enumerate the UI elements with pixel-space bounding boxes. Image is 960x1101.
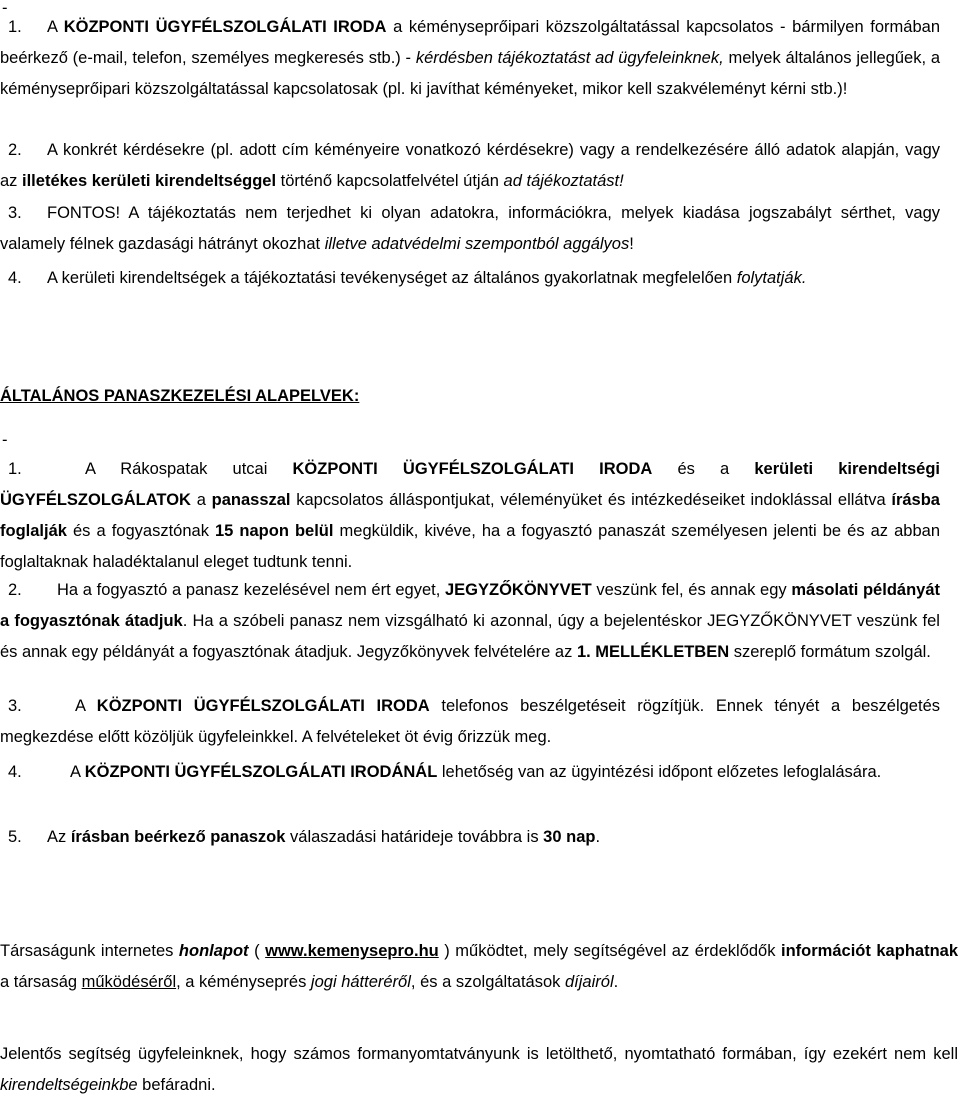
- item-number: 1.: [8, 18, 22, 36]
- item-number: 3.: [8, 204, 22, 222]
- item-number: 2.: [8, 141, 22, 159]
- complaint-item-2: 2. Ha a fogyasztó a panasz kezelésével nem ért egyet, JEGYZŐKÖNYVET veszünk fel, és annak egy másolati példányát a fogyasztónak átadjuk. Ha a szóbeli panasz nem vizsgálható ki azonnal, úgy a bejelentéskor JEGYZŐKÖNYVET veszünk fel és annak egy példányát a fogyasztónak átadjuk. Jegyzőkönyvek felvételére az 1. MELLÉKLETBEN szereplő formátum szolgál.: [0, 575, 940, 668]
- complaint-item-3: 3. A KÖZPONTI ÜGYFÉLSZOLGÁLATI IRODA telefonos beszélgetéseit rögzítjük. Ennek tényét a beszélgetés megkezdése előtt közöljük ügyfeleinkkel. A felvételeket öt évig őrizzük meg.: [0, 691, 940, 753]
- item-number: 1.: [8, 460, 22, 478]
- info-item-1: 1. A KÖZPONTI ÜGYFÉLSZOLGÁLATI IRODA a kéményseprőipari közszolgáltatással kapcsolatos - bármilyen formában beérkező (e-mail, telefon, személyes megkeresés stb.) - kérdésben tájékoztatást ad ügyfeleinknek, melyek általános jellegűek, a kéményseprőipari közszolgáltatással kapcsolatosak (pl. ki javíthat kéményeket, mikor kell szakvéleményt kérni stb.)!: [0, 12, 940, 105]
- list-dash: -: [2, 431, 8, 449]
- item-number: 5.: [8, 828, 22, 846]
- website-paragraph: Társaságunk internetes honlapot ( www.kemenysepro.hu ) működtet, mely segítségével az érdeklődők információt kaphatnak a társaság működéséről, a kéményseprés jogi hátteréről, és a szolgáltatások díjairól.: [0, 942, 958, 991]
- complaint-item-4: 4. A KÖZPONTI ÜGYFÉLSZOLGÁLATI IRODÁNÁL lehetőség van az ügyintézési időpont előzetes lefoglalására.: [0, 757, 940, 788]
- info-item-3: 3. FONTOS! A tájékoztatás nem terjedhet ki olyan adatokra, információkra, melyek kiadása jogszabályt sérthet, vagy valamely félnek gazdasági hátrányt okozhat illetve adatvédelmi szempontból aggályos!: [0, 198, 940, 260]
- item-number: 4.: [8, 269, 22, 287]
- item-number: 4.: [8, 763, 22, 781]
- section-heading: ÁLTALÁNOS PANASZKEZELÉSI ALAPELVEK:: [0, 387, 360, 405]
- item-number: 2.: [8, 581, 22, 599]
- complaint-item-5: 5. Az írásban beérkező panaszok válaszadási határideje továbbra is 30 nap.: [0, 822, 940, 853]
- website-link[interactable]: www.kemenysepro.hu: [265, 942, 439, 960]
- complaint-item-1: 1. A Rákospatak utcai KÖZPONTI ÜGYFÉLSZOLGÁLATI IRODA és a kerületi kirendeltségi ÜGYFÉLSZOLGÁLATOK a panasszal kapcsolatos álláspontjukat, véleményüket és intézkedéseiket indoklással ellátva írásba foglalják és a fogyasztónak 15 napon belül megküldik, kivéve, ha a fogyasztó panaszát személyesen jelenti be és az abban foglaltaknak haladéktalanul eleget tudtunk tenni.: [0, 454, 940, 578]
- info-item-4: 4. A kerületi kirendeltségek a tájékoztatási tevékenységet az általános gyakorlatnak megfelelően folytatják.: [0, 263, 940, 294]
- item-number: 3.: [8, 697, 22, 715]
- forms-paragraph: Jelentős segítség ügyfeleinknek, hogy számos formanyomtatványunk is letölthető, nyomtatható formában, így ezekért nem kell kirendeltségeinkbe befáradni.: [0, 1045, 958, 1094]
- homepage-emphasis: honlapot: [178, 942, 249, 960]
- info-item-2: 2. A konkrét kérdésekre (pl. adott cím kéményeire vonatkozó kérdésekre) vagy a rendelkezésére álló adatok alapján, vagy az illetékes kerületi kirendeltséggel történő kapcsolatfelvétel útján ad tájékoztatást!: [0, 135, 940, 197]
- list-dash: -: [2, 0, 8, 17]
